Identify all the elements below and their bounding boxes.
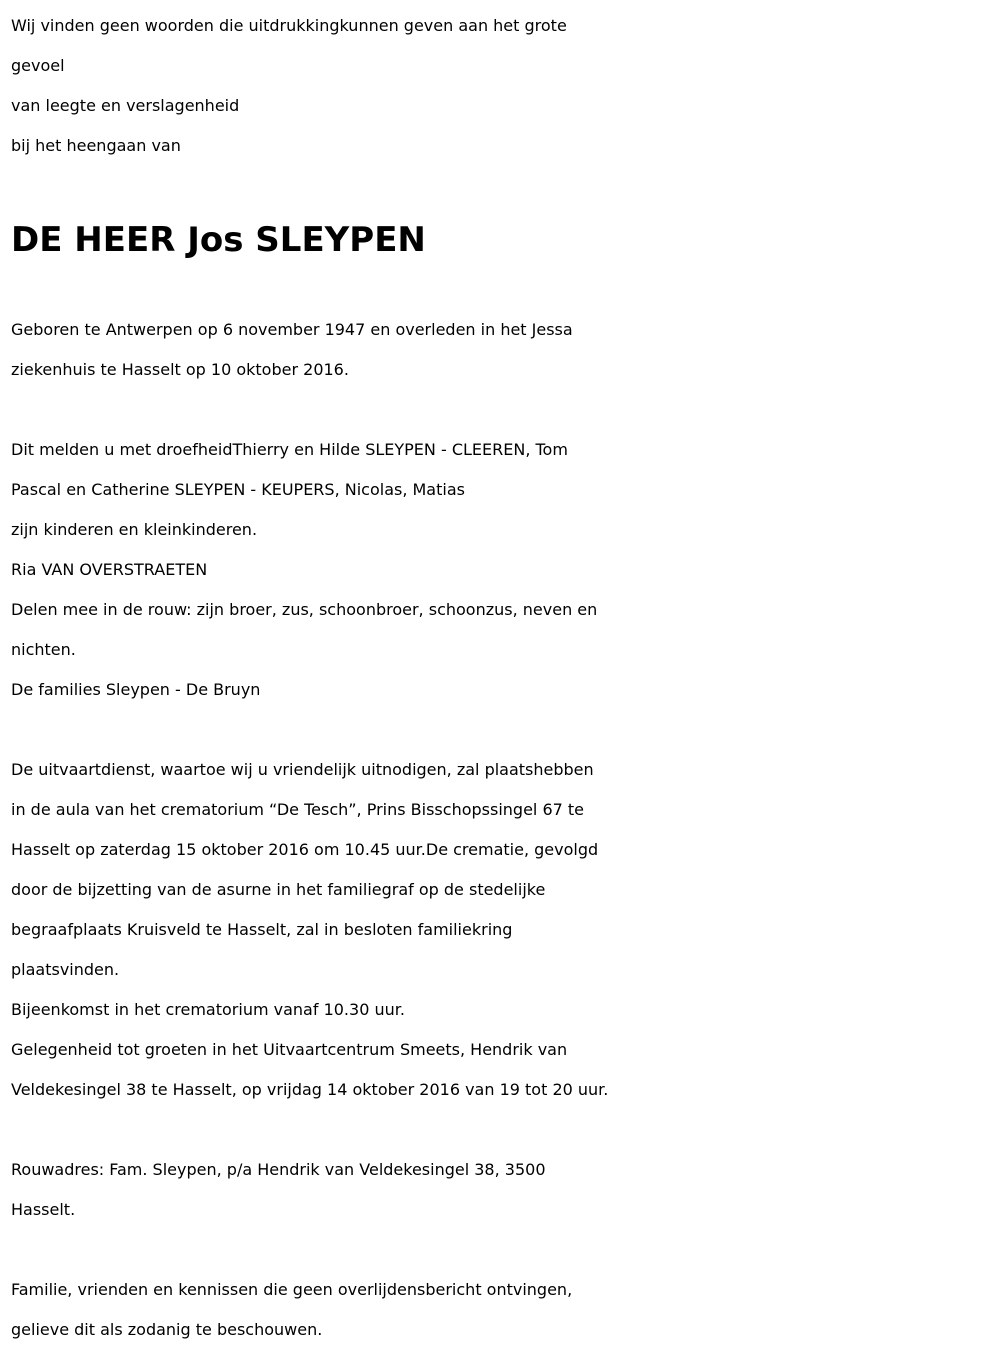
service-line: Hasselt op zaterdag 15 oktober 2016 om 10.45 uur.De crematie, gevolgd <box>11 840 599 859</box>
family-line: Dit melden u met droefheidThierry en Hilde SLEYPEN - CLEEREN, Tom <box>11 440 568 459</box>
closing-paragraph <box>11 1270 991 1350</box>
closing-line: gelieve dit als zodanig te beschouwen. <box>11 1320 323 1339</box>
service-paragraph <box>11 750 991 1110</box>
service-line: begraafplaats Kruisveld te Hasselt, zal in besloten familiekring <box>11 920 513 939</box>
address-line: Hasselt. <box>11 1200 76 1219</box>
obituary-notice <box>11 6 991 1350</box>
family-paragraph <box>11 430 991 710</box>
intro-line: bij het heengaan van <box>11 136 181 155</box>
birth-paragraph <box>11 310 991 390</box>
family-line: Pascal en Catherine SLEYPEN - KEUPERS, Nicolas, Matias <box>11 480 465 499</box>
service-line: plaatsvinden. <box>11 960 120 979</box>
family-line: Ria VAN OVERSTRAETEN <box>11 560 208 579</box>
family-line: zijn kinderen en kleinkinderen. <box>11 520 258 539</box>
intro-line: gevoel <box>11 56 65 75</box>
service-line: Bijeenkomst in het crematorium vanaf 10.30 uur. <box>11 1000 405 1019</box>
intro-line: Wij vinden geen woorden die uitdrukkingkunnen geven aan het grote <box>11 16 567 35</box>
address-paragraph <box>11 1150 991 1230</box>
birth-line: ziekenhuis te Hasselt op 10 oktober 2016. <box>11 360 349 379</box>
deceased-name: DE HEER Jos SLEYPEN <box>11 220 426 260</box>
service-line: De uitvaartdienst, waartoe wij u vriendelijk uitnodigen, zal plaatshebben <box>11 760 594 779</box>
service-line: Gelegenheid tot groeten in het Uitvaartcentrum Smeets, Hendrik van <box>11 1040 568 1059</box>
family-line: nichten. <box>11 640 76 659</box>
intro-paragraph <box>11 6 991 166</box>
family-line: Delen mee in de rouw: zijn broer, zus, schoonbroer, schoonzus, neven en <box>11 600 598 619</box>
closing-line: Familie, vrienden en kennissen die geen overlijdensbericht ontvingen, <box>11 1280 573 1299</box>
service-line: in de aula van het crematorium “De Tesch”, Prins Bisschopssingel 67 te <box>11 800 584 819</box>
family-line: De families Sleypen - De Bruyn <box>11 680 261 699</box>
service-line: door de bijzetting van de asurne in het familiegraf op de stedelijke <box>11 880 546 899</box>
intro-line: van leegte en verslagenheid <box>11 96 240 115</box>
service-line: Veldekesingel 38 te Hasselt, op vrijdag 14 oktober 2016 van 19 tot 20 uur. <box>11 1080 609 1099</box>
address-line: Rouwadres: Fam. Sleypen, p/a Hendrik van Veldekesingel 38, 3500 <box>11 1160 546 1179</box>
birth-line: Geboren te Antwerpen op 6 november 1947 en overleden in het Jessa <box>11 320 573 339</box>
